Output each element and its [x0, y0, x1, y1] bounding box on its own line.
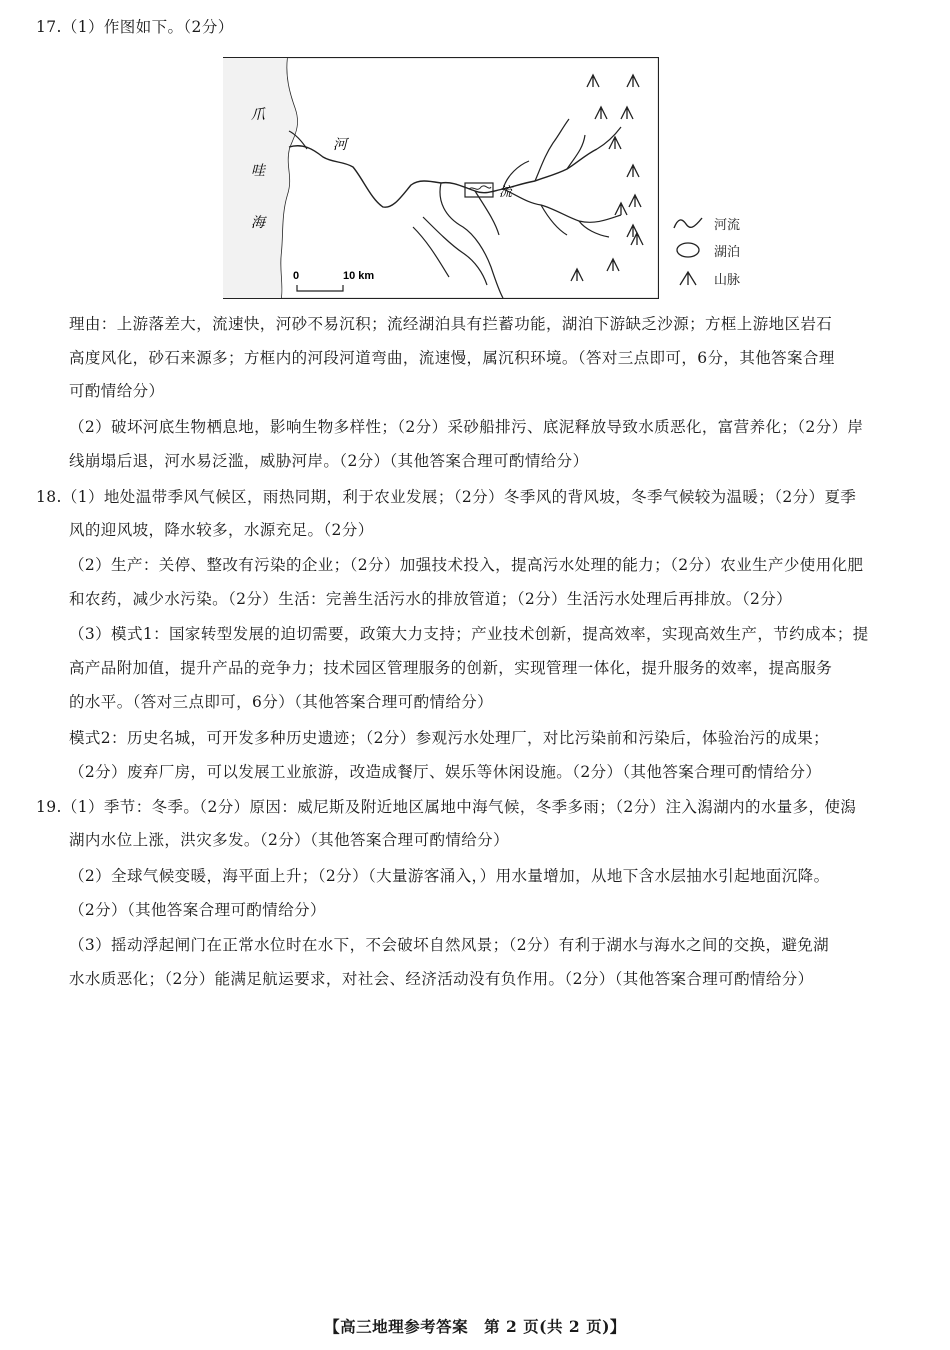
legend-lake: [672, 241, 741, 263]
legend-lake-label: 湖泊: [714, 245, 741, 260]
q18-text-line: （2分）废弃厂房，可以发展工业旅游，改造成餐厅、娱乐等休闲设施。（2分）（其他答案合理可酌情给分）: [69, 763, 822, 781]
mountain-legend-icon: [672, 269, 704, 287]
river-label-1: 河: [333, 138, 347, 153]
q19-text-line: 19.（1）季节：冬季。（2分）原因：威尼斯及附近地区属地中海气候，冬季多雨；（2分）注入潟湖内的水量多，使潟: [36, 798, 857, 816]
q19-text-line: （2分）（其他答案合理可酌情给分）: [69, 901, 326, 919]
q17-text-line: 理由：上游落差大，流速快，河砂不易沉积；流经湖泊具有拦蓄功能，湖泊下游缺乏沙源；方框上游地区岩石: [69, 315, 833, 333]
scale-zero-label: 0: [293, 270, 300, 282]
q17-heading: 17.（1）作图如下。（2分）: [36, 18, 234, 36]
legend-mountain: [672, 269, 741, 291]
q18-text-line: 风的迎风坡，降水较多，水源充足。（2分）: [69, 521, 374, 539]
q19-text-line: 水水质恶化；（2分）能满足航运要求，对社会、经济活动没有负作用。（2分）（其他答案合理可酌情给分）: [69, 970, 814, 988]
river-label-2: 流: [499, 184, 513, 199]
lake-legend-icon: [672, 241, 704, 259]
q18-text-line: 高产品附加值，提升产品的竞争力；技术园区管理服务的创新，实现管理一体化，提升服务的效率，提高服务: [69, 659, 833, 677]
sea-label-2: 哇: [251, 164, 265, 179]
q17-text-line: 线崩塌后退，河水易泛滥，威胁河岸。（2分）（其他答案合理可酌情给分）: [69, 452, 589, 470]
q18-text-line: 和农药，减少水污染。（2分）生活：完善生活污水的排放管道；（2分）生活污水处理后再排放。（2分）: [69, 590, 793, 608]
sea-label-1: 爪: [251, 108, 265, 123]
q18-text-line: （3）模式1：国家转型发展的迫切需要，政策大力支持；产业技术创新，提高效率，实现高效生产，节约成本；提: [69, 625, 869, 643]
sea-label-3: 海: [251, 216, 265, 231]
legend-mountain-label: 山脉: [714, 273, 741, 288]
river-map-figure: [223, 57, 659, 299]
page-footer: 【高三地理参考答案 第 2 页(共 2 页)】: [324, 1317, 626, 1336]
scale-end-label: 10 km: [343, 270, 375, 282]
legend-river: [672, 214, 741, 236]
q19-text-line: （3）摇动浮起闸门在正常水位时在水下，不会破坏自然风景；（2分）有利于湖水与海水之间的交换，避免湖: [69, 936, 830, 954]
river-legend-icon: [672, 214, 704, 232]
q18-text-line: 模式2：历史名城，可开发多种历史遗迹；（2分）参观污水处理厂，对比污染前和污染后，体验治污的成果；: [69, 729, 830, 747]
q17-text-line: （2）破坏河底生物栖息地，影响生物多样性；（2分）采砂船排污、底泥释放导致水质恶化，富营养化；（2分）岸: [69, 418, 864, 436]
q19-text-line: 湖内水位上涨，洪灾多发。（2分）（其他答案合理可酌情给分）: [69, 831, 509, 849]
q18-text-line: 18.（1）地处温带季风气候区，雨热同期，利于农业发展；（2分）冬季风的背风坡，冬季气候较为温暖；（2分）夏季: [36, 488, 857, 506]
q17-text-line: 可酌情给分）: [69, 382, 165, 400]
q18-text-line: （2）生产：关停、整改有污染的企业；（2分）加强技术投入，提高污水处理的能力；（2分）农业生产少使用化肥: [69, 556, 864, 574]
legend-river-label: 河流: [714, 218, 741, 233]
q17-text-line: 高度风化，砂石来源多；方框内的河段河道弯曲，流速慢，属沉积环境。（答对三点即可，6分，其他答案合理: [69, 349, 835, 367]
q19-text-line: （2）全球气候变暖，海平面上升；（2分）（大量游客涌入，）用水量增加，从地下含水层抽水引起地面沉降。: [69, 867, 830, 885]
q18-text-line: 的水平。（答对三点即可，6分）（其他答案合理可酌情给分）: [69, 693, 494, 711]
